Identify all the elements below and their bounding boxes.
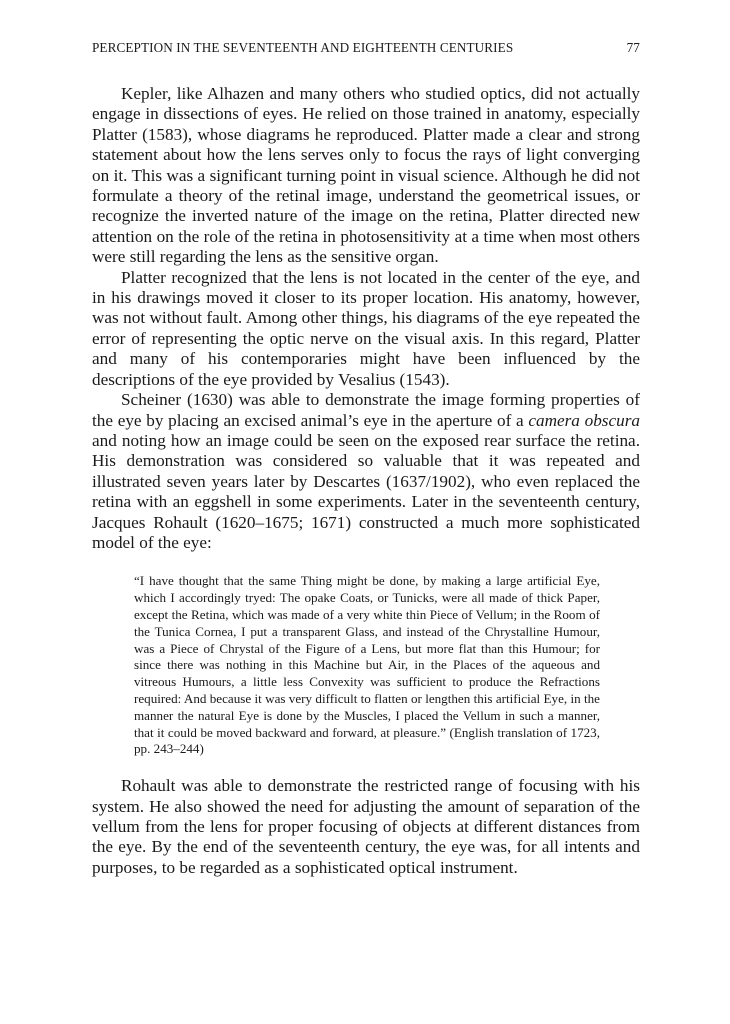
page-number: 77 xyxy=(626,40,640,55)
body-text xyxy=(92,84,640,878)
running-header xyxy=(92,40,640,56)
book-page xyxy=(92,40,640,878)
paragraph-scheiner xyxy=(92,390,640,553)
paragraph-kepler: Kepler, like Alhazen and many others who studied optics, did not actually engage in dissections of eyes. He relied on those trained in anatomy, especially Platter (1583), whose diagrams he reproduced. Platter made a clear and strong statement about how the lens serves only to focus the rays of light converging on it. This was a significant turning point in visual science. Although he did not formulate a theory of the retinal image, understand the geometrical issues, or recognize the inverted nature of the image on the retina, Platter directed new attention on the role of the retina in photosensitivity at a time when most others were still regarding the lens as the sensitive organ. xyxy=(92,84,640,267)
paragraph-rohault: Rohault was able to demonstrate the restricted range of focusing with his system. He also showed the need for adjusting the amount of separation of the vellum from the lens for proper focusing of objects at different distances from the eye. By the end of the seventeenth century, the eye was, for all intents and purposes, to be regarded as a sophisticated optical instrument. xyxy=(92,776,640,877)
paragraph-platter: Platter recognized that the lens is not located in the center of the eye, and in his drawings moved it closer to its proper location. His anatomy, however, was not without fault. Among other things, his diagrams of the eye repeated the error of representing the optic nerve on the visual axis. In this regard, Platter and many of his contemporaries might have been influenced by the descriptions of the eye provided by Vesalius (1543). xyxy=(92,267,640,389)
camera-obscura-term: camera obscura xyxy=(528,410,640,430)
running-title: PERCEPTION IN THE SEVENTEENTH AND EIGHTEENTH CENTURIES xyxy=(92,40,514,55)
rohault-block-quote: “I have thought that the same Thing might be done, by making a large artificial Eye, which I accordingly tryed: The opake Coats, or Tunicks, were all made of thick Paper, except the Retina, which was made of a very white thin Piece of Vellum; in the Room of the Tunica Cornea, I put a transparent Glass, and instead of the Chrystalline Humour, was a Piece of Chrystal of the Figure of a Lens, but more flat than this Humour; for since there was nothing in this Machine but Air, in the Places of the aqueous and vitreous Humours, a little less Convexity was sufficient to produce the Refractions required: And because it was very difficult to flatten or lengthen this artificial Eye, in the manner the natural Eye is done by the Muscles, I placed the Vellum in such a manner, that it could be moved backward and forward, at pleasure.” (English translation of 1723, pp. 243–244) xyxy=(134,573,600,757)
paragraph-scheiner-part1: Scheiner (1630) was able to demonstrate the image forming properties of the eye by placing an excised animal’s eye in the aperture of a xyxy=(92,390,640,430)
paragraph-scheiner-part2: and noting how an image could be seen on the exposed rear surface the retina. His demonstration was considered so valuable that it was repeated and illustrated seven years later by Descartes (1637/1902), who even replaced the retina with an eggshell in some experiments. Later in the seventeenth century, Jacques Rohault (1620–1675; 1671) constructed a much more sophisticated model of the eye: xyxy=(92,430,640,552)
